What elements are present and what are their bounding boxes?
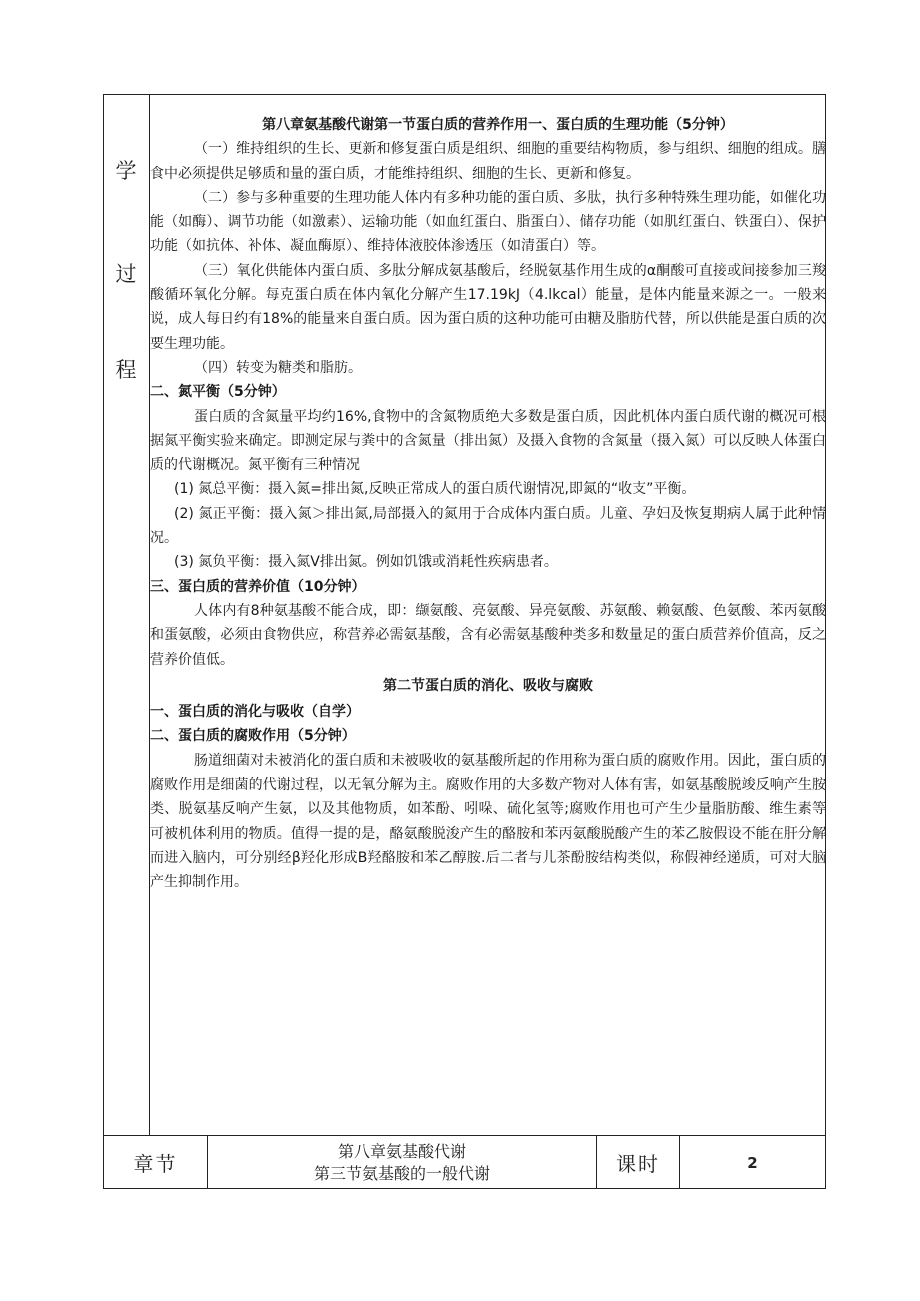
side-label-guo: 过 [115,262,137,286]
hours-label: 课时 [616,1152,660,1176]
section-heading: 三、蛋白质的营养价值（10分钟） [150,578,366,595]
section-heading: 一、蛋白质的消化与吸收（自学） [150,704,360,721]
lesson-content [150,113,826,895]
chapter-title [208,1136,596,1189]
list-item: (1) 氮总平衡：摄入氮=排出氮,反映正常成人的蛋白质代谢情况,即氮的“收支”平衡。 [174,481,696,498]
section-heading: 二、蛋白质的腐败作用（5分钟） [150,728,356,745]
paragraph: （三）氧化供能体内蛋白质、多肽分解成氨基酸后，经脱氨基作用生成的α酮酸可直接或间接参加三羧酸循环氧化分解。每克蛋白质在体内氧化分解产生17.19kJ（4.lkcal）能量，是体内能量来源之一。一般来说，成人每日约有18%的能量来自蛋白质。因为蛋白质的这种功能可由糖及脂肪代替，所以供能是蛋白质的次要生理功能。 [150,262,826,352]
hours-value: 2 [747,1153,758,1172]
paragraph: 人体内有8种氨基酸不能合成，即：缬氨酸、亮氨酸、异亮氨酸、苏氨酸、赖氨酸、色氨酸、苯丙氨酸和蛋氨酸，必须由食物供应，称营养必需氨基酸，含有必需氨基酸种类多和数量足的蛋白质营养价值高，反之营养价值低。 [150,602,826,668]
chapter-label: 章节 [133,1152,178,1176]
list-item: (3) 氮负平衡：摄入氮V排出氮。例如饥饿或消耗性疾病患者。 [174,554,558,571]
paragraph: （二）参与多种重要的生理功能人体内有多种功能的蛋白质、多肽，执行多种特殊生理功能，如催化功能（如酶）、调节功能（如激素）、运输功能（如血红蛋白、脂蛋白）、储存功能（如肌红蛋白、铁蛋白）、保护功能（如抗体、补体、凝血酶原）、维持体液胶体渗透压（如清蛋白）等。 [150,189,826,255]
section-heading: 二、氮平衡（5分钟） [150,384,286,401]
paragraph: 蛋白质的含氮量平均约16%,食物中的含氮物质绝大多数是蛋白质，因此机体内蛋白质代谢的概况可根据氮平衡实验来确定。即测定尿与粪中的含氮量（排出氮）及摄入食物的含氮量（摄入氮）可以反映人体蛋白质的代谢概况。氮平衡有三种情况 [150,408,826,474]
paragraph: （四）转变为糖类和脂肪。 [194,359,362,376]
page-title: 第八章氨基酸代谢第一节蛋白质的营养作用一、蛋白质的生理功能（5分钟） [262,117,734,133]
paragraph: （一）维持组织的生长、更新和修复蛋白质是组织、细胞的重要结构物质，参与组织、细胞的组成。膳食中必须提供足够质和量的蛋白质，才能维持组织、细胞的生长、更新和修复。 [150,141,826,182]
side-label-xue: 学 [115,159,137,183]
paragraph: 肠道细菌对未被消化的蛋白质和未被吸收的氨基酸所起的作用称为蛋白质的腐败作用。因此，蛋白质的腐败作用是细菌的代谢过程，以无氧分解为主。腐败作用的大多数产物对人体有害，如氨基酸脱竣反响产生胺类、脱氨基反响产生氨，以及其他物质，如苯酚、吲哚、硫化氢等;腐败作用也可产生少量脂肪酸、维生素等可被机体利用的物质。值得一提的是，酪氨酸脱浚产生的酪胺和苯丙氨酸脱酸产生的苯乙胺假设不能在肝分解而进入脑内，可分别经β羟化形成B羟酪胺和苯乙醇胺.后二者与儿茶酚胺结构类似，称假神经递质，可对大脑产生抑制作用。 [150,752,826,891]
list-item: (2) 氮正平衡：摄入氮＞排出氮,局部摄入的氮用于合成体内蛋白质。儿童、孕妇及恢复期病人属于此种情况。 [150,505,826,547]
chapter-title-line2: 第三节氨基酸的一般代谢 [313,1163,490,1183]
chapter-title-line1: 第八章氨基酸代谢 [337,1141,466,1161]
side-label-cheng: 程 [115,358,137,382]
section-title: 第二节蛋白质的消化、吸收与腐败 [383,677,593,694]
